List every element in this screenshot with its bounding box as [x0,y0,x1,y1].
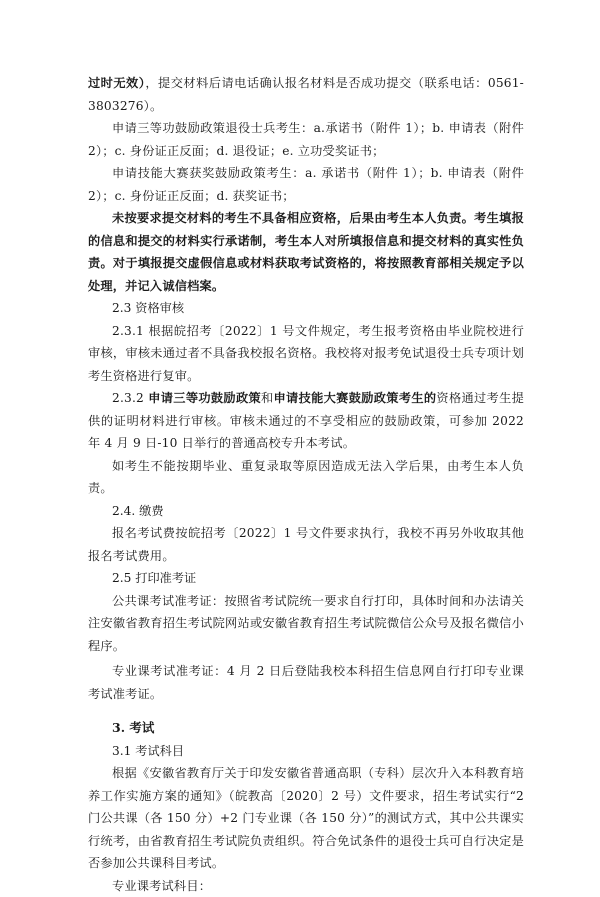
veteran-materials-paragraph: 申请三等功鼓励政策退役士兵考生：a.承诺书（附件 1）；b. 申请表（附件 2）；c. 身份证正反面；d. 退役证；e. 立功受奖证书； [88,117,524,162]
paragraph-2-5-2: 专业课考试准考证：4 月 2 日后登陆我校本科招生信息网自行打印专业课考试准考证。 [88,660,524,705]
paragraph-3-2: 专业课考试科目： [88,875,524,897]
paragraph-2-5-1: 公共课考试准考证：按照省考试院统一要求自行打印，具体时间和办法请关注安徽省教育招生考试院网站或安徽省教育招生考试院微信公众号及报名微信小程序。 [88,590,524,658]
paragraph-text: 资格通过考生提供的证明材料进行审核。审核未通过的不享受相应的鼓励政策，可参加 2022 年 4 月 9 日-10 日举行的普通高校专升本考试。 [88,391,524,450]
section-heading-3: 3. 考试 [88,717,524,740]
document-page [88,72,524,897]
contact-paragraph [88,72,524,117]
bold-text: 申请三等功鼓励政策 [148,391,261,405]
bold-text: 申请技能大赛鼓励政策考生的 [274,391,437,405]
section-heading-2-3: 2.3 资格审核 [88,297,524,320]
contact-text: ，提交材料后请电话确认报名材料是否成功提交（联系电话：0561-3803276）。 [88,76,524,113]
paragraph-3-1: 根据《安徽省教育厅关于印发安徽省普通高职（专科）层次升入本科教育培养工作实施方案的通知》（皖教高〔2020〕2 号）文件要求，招生考试实行“2 门公共课（各 150 分）+2 门专业课（各 150 分）”的测试方式，其中公共课实行统考，由省教育招生考试院负责组织。符合免试条件的退役士兵可自行决定是否参加公共课科目考试。 [88,762,524,875]
paragraph-2-3-2 [88,387,524,455]
paragraph-2-3-1: 2.3.1 根据皖招考〔2022〕1 号文件规定，考生报考资格由毕业院校进行审核，审核未通过者不具备我校报名资格。我校将对报考免试退役士兵专项计划考生资格进行复审。 [88,320,524,388]
section-heading-2-5: 2.5 打印准考证 [88,567,524,590]
section-heading-3-1: 3.1 考试科目 [88,740,524,763]
paragraph-2-4: 报名考试费按皖招考〔2022〕1 号文件要求执行，我校不再另外收取其他报名考试费用。 [88,522,524,567]
section-heading-2-4: 2.4. 缴费 [88,500,524,523]
bold-text: 过时无效） [88,76,145,90]
warning-paragraph: 未按要求提交材料的考生不具备相应资格，后果由考生本人负责。考生填报的信息和提交的材料实行承诺制，考生本人对所填报信息和提交材料的真实性负责。对于填报提交虚假信息或材料获取考试资格的，将按照教育部相关规定予以处理，并记入诚信档案。 [88,207,524,297]
paragraph-number: 2.3.2 [112,391,148,405]
skills-materials-paragraph: 申请技能大赛获奖鼓励政策考生：a. 承诺书（附件 1）；b. 申请表（附件 2）；c. 身份证正反面；d. 获奖证书； [88,162,524,207]
paragraph-2-3-3: 如考生不能按期毕业、重复录取等原因造成无法入学后果，由考生本人负责。 [88,455,524,500]
connector-text: 和 [261,391,274,405]
